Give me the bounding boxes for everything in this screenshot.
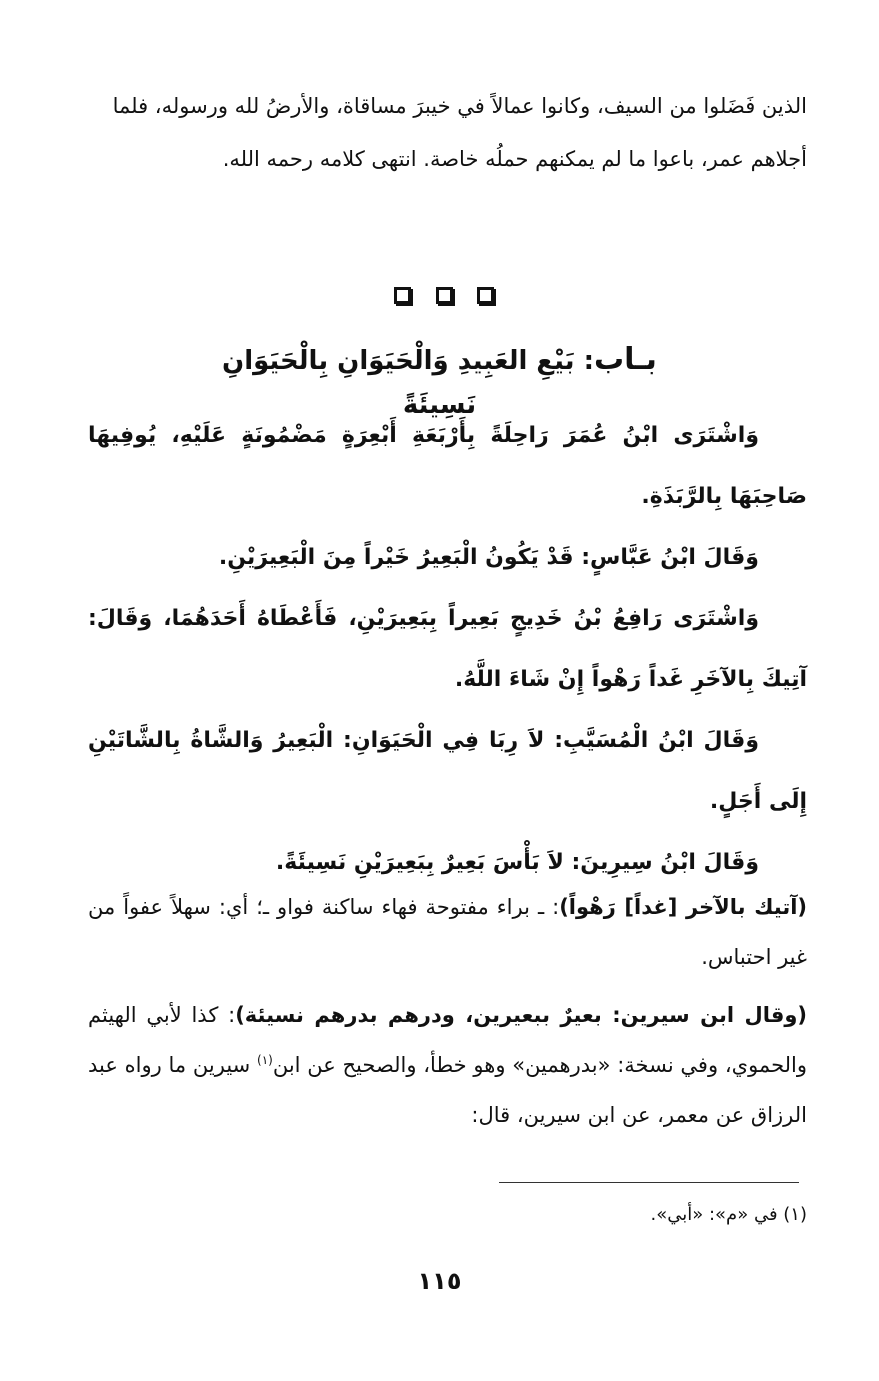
commentary-block xyxy=(88,882,807,1140)
footnote: (١) في «م»: «أبي». xyxy=(650,1204,807,1225)
square-ornament-icon xyxy=(394,287,411,304)
commentary-text: سيرين ما رواه عبد الرزاق عن معمر، عن ابن سيرين، قال: xyxy=(88,1053,807,1127)
page-number: ١١٥ xyxy=(417,1267,462,1295)
footnote-separator xyxy=(499,1182,799,1183)
quote-ibn-abbas: وَقَالَ ابْنُ عَبَّاسٍ: قَدْ يَكُونُ الْبَعِيرُ خَيْراً مِنَ الْبَعِيرَيْنِ. xyxy=(218,545,759,570)
commentary-lemma: (وقال ابن سيرين: بعيرٌ ببعيرين، ودرهم بدرهم نسيئة) xyxy=(235,1003,808,1027)
commentary-text: : ـ براء مفتوحة فهاء ساكنة فواو ـ؛ أي: سهلاً عفواً من غير احتباس. xyxy=(88,895,807,969)
quote-ibn-umar: وَاشْتَرَى ابْنُ عُمَرَ رَاحِلَةً بِأَرْبَعَةِ أَبْعِرَةٍ مَضْمُونَةٍ عَلَيْهِ، يُوفِيهَا صَاحِبَهَا بِالرَّبَذَةِ. xyxy=(88,423,807,509)
section-divider xyxy=(394,284,494,310)
quotes-block xyxy=(88,405,807,893)
quote-ibn-sirin: وَقَالَ ابْنُ سِيرِينَ: لاَ بَأْسَ بَعِيرٌ بِبَعِيرَيْنِ نَسِيئَةً. xyxy=(275,850,759,875)
quote-rafi-ibn-khadij: وَاشْتَرَى رَافِعُ بْنُ خَدِيجٍ بَعِيراً بِبَعِيرَيْنِ، فَأَعْطَاهُ أَحَدَهُمَا، وَقَالَ: آتِيكَ بِالآخَرِ غَداً رَهْواً إِنْ شَاءَ اللَّهُ. xyxy=(88,606,807,692)
square-ornament-icon xyxy=(436,287,453,304)
intro-paragraph-block xyxy=(88,80,807,186)
commentary-note-ibn-sirin xyxy=(88,990,807,1140)
chapter-label: بـاب xyxy=(594,342,657,377)
square-ornament-icon xyxy=(477,287,494,304)
commentary-text: : كذا لأبي الهيثم والحموي، وفي نسخة: «بدرهمين» وهو خطأ، والصحيح عن ابن xyxy=(88,1003,807,1077)
commentary-lemma: (آتيك بالآخر [غداً] رَهْواً) xyxy=(559,895,807,919)
quote-ibn-al-musayyab: وَقَالَ ابْنُ الْمُسَيَّبِ: لاَ رِبَا فِي الْحَيَوَانِ: الْبَعِيرُ وَالشَّاةُ بِالشَّاتَيْنِ إِلَى أَجَلٍ. xyxy=(88,728,807,814)
commentary-note-rahwan xyxy=(88,882,807,982)
footnote-ref: (١) xyxy=(257,1053,273,1067)
chapter-title: : بَيْعِ العَبِيدِ وَالْحَيَوَانِ بِالْحَيَوَانِ نَسِيئَةً xyxy=(222,346,595,420)
intro-paragraph: الذين فَضَلوا من السيف، وكانوا عمالاً في خيبرَ مساقاة، والأرضُ لله ورسوله، فلما أجلاهم عمر، باعوا ما لم يمكنهم حملُه خاصة. انتهى كلامه رحمه الله. xyxy=(112,94,807,171)
